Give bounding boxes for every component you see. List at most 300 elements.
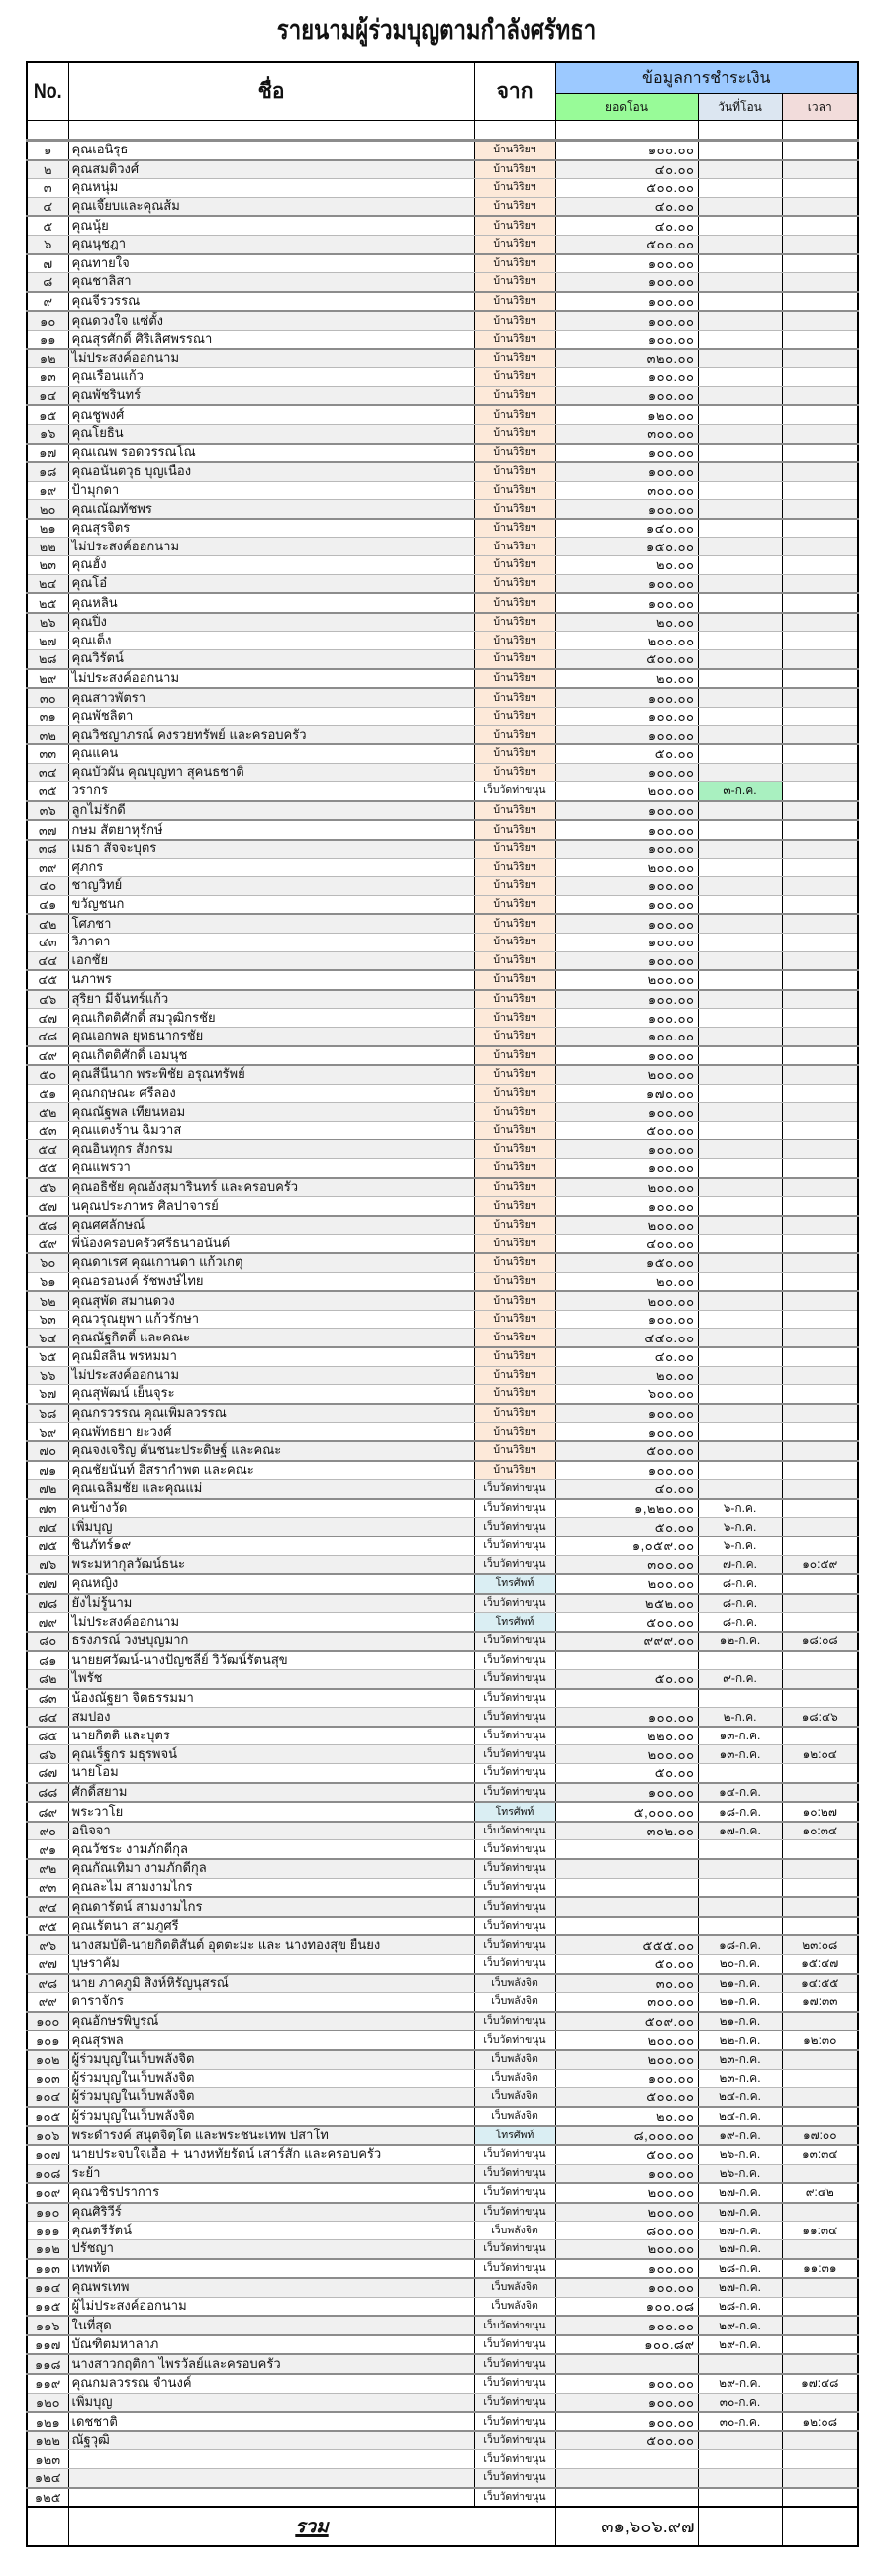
date-cell <box>698 1121 782 1139</box>
no-cell: ๑๐๓ <box>27 2069 68 2088</box>
no-cell: ๒๙ <box>27 669 68 689</box>
name-cell: อนิจจา <box>68 1822 474 1840</box>
date-cell <box>698 2450 782 2469</box>
amount-cell: ๑๐๐.๐๐ <box>555 330 698 348</box>
amount-cell: ๑๐๐.๐๐ <box>555 574 698 593</box>
time-cell <box>782 2012 858 2031</box>
name-cell: คุณปิ๋ง <box>68 613 474 632</box>
time-cell <box>782 1139 858 1158</box>
source-cell: บ้านวิริยฯ <box>474 197 555 216</box>
date-cell <box>698 951 782 970</box>
date-cell: ๒๖-ก.ค. <box>698 2164 782 2183</box>
amount-cell: ๑๗๐.๐๐ <box>555 1084 698 1103</box>
source-cell: เว็บวัดท่าขนุน <box>474 1822 555 1840</box>
name-cell: คุณสมติวงศ์ <box>68 160 474 179</box>
source-cell: เว็บวัดท่าขนุน <box>474 1783 555 1803</box>
table-row <box>27 386 858 405</box>
table-row <box>27 1084 858 1103</box>
date-cell: ๒๘-ก.ค. <box>698 2297 782 2316</box>
date-cell: ๑๓-ก.ค. <box>698 1745 782 1764</box>
time-cell <box>782 1291 858 1310</box>
no-cell: ๑๐๑ <box>27 2031 68 2050</box>
name-cell: ไม่ประสงค์ออกนาม <box>68 349 474 368</box>
amount-cell: ๔๐.๐๐ <box>555 197 698 216</box>
time-cell <box>782 462 858 481</box>
amount-cell: ๕๐๐.๐๐ <box>555 235 698 253</box>
time-cell: ๑๔:๕๕ <box>782 1974 858 1993</box>
time-cell <box>782 1727 858 1745</box>
date-cell <box>698 840 782 858</box>
date-cell <box>698 424 782 443</box>
source-cell: บ้านวิริยฯ <box>474 1423 555 1441</box>
date-cell <box>698 801 782 821</box>
table-row <box>27 801 858 821</box>
table-row <box>27 858 858 877</box>
time-cell <box>782 1159 858 1178</box>
source-cell: เว็บวัดท่าขนุน <box>474 1536 555 1555</box>
time-cell <box>782 2431 858 2450</box>
amount-cell: ๑๕๐.๐๐ <box>555 1253 698 1272</box>
time-cell: ๑๗:๐๐ <box>782 2126 858 2145</box>
table-row <box>27 933 858 951</box>
no-cell: ๒ <box>27 160 68 179</box>
source-cell: เว็บวัดท่าขนุน <box>474 1878 555 1897</box>
name-cell: คุณเรัตนา สามภูศรี <box>68 1917 474 1936</box>
source-cell: เว็บพลังจิต <box>474 2107 555 2127</box>
date-cell <box>698 632 782 650</box>
date-cell <box>698 726 782 744</box>
source-cell: เว็บวัดท่าขนุน <box>474 1935 555 1954</box>
table-row <box>27 1310 858 1329</box>
source-cell: บ้านวิริยฯ <box>474 1065 555 1084</box>
no-cell: ๓๓ <box>27 744 68 763</box>
source-cell: บ้านวิริยฯ <box>474 424 555 443</box>
time-cell <box>782 1613 858 1632</box>
amount-cell: ๒๐๐.๐๐ <box>555 2239 698 2258</box>
name-cell: คุณวรุณยุพา แก้วรักษา <box>68 1310 474 1329</box>
amount-cell: ๒๐.๐๐ <box>555 556 698 575</box>
no-cell: ๖๓ <box>27 1310 68 1329</box>
name-cell: ศุภกร <box>68 858 474 877</box>
header-amount: ยอดโอน <box>555 94 698 121</box>
no-cell: ๒๐ <box>27 500 68 519</box>
name-cell: บุษราคัม <box>68 1955 474 1974</box>
name-cell: คุณดารัตน์ สามงามไกร <box>68 1897 474 1917</box>
source-cell: บ้านวิริยฯ <box>474 763 555 782</box>
no-cell: ๑๖ <box>27 424 68 443</box>
name-cell: นายโอม <box>68 1764 474 1783</box>
table-row <box>27 1613 858 1632</box>
name-cell: คุณละไม สามงามไกร <box>68 1878 474 1897</box>
no-cell: ๖๘ <box>27 1404 68 1423</box>
time-cell <box>782 519 858 538</box>
name-cell: คุณดวงใจ แซ่ตั้ง <box>68 311 474 330</box>
date-cell <box>698 405 782 424</box>
amount-cell: ๑๐๐.๐๐ <box>555 1423 698 1441</box>
time-cell <box>782 1480 858 1499</box>
date-cell: ๒๓-ก.ค. <box>698 2050 782 2069</box>
time-cell <box>782 1518 858 1536</box>
name-cell: คุณณัฐพล เทียนหอม <box>68 1103 474 1122</box>
amount-cell: ๒๐๐.๐๐ <box>555 2031 698 2050</box>
date-cell <box>698 556 782 575</box>
time-cell <box>782 1764 858 1783</box>
source-cell: เว็บวัดท่าขนุน <box>474 2393 555 2412</box>
no-cell: ๓๐ <box>27 688 68 707</box>
header-time: เวลา <box>782 94 858 121</box>
time-cell <box>782 556 858 575</box>
no-cell: ๙๘ <box>27 1974 68 1993</box>
time-cell <box>782 1897 858 1917</box>
amount-cell: ๕๐.๐๐ <box>555 744 698 763</box>
no-cell: ๗๗ <box>27 1574 68 1594</box>
date-cell <box>698 1009 782 1028</box>
table-row <box>27 2374 858 2393</box>
name-cell: นายกิตติ และบุตร <box>68 1727 474 1745</box>
time-cell <box>782 2107 858 2127</box>
time-cell <box>782 1329 858 1347</box>
amount-cell <box>555 2469 698 2488</box>
source-cell: บ้านวิริยฯ <box>474 1310 555 1329</box>
table-row <box>27 1822 858 1840</box>
name-cell: ณัฐวุฒิ <box>68 2431 474 2450</box>
name-cell: โศภชา <box>68 914 474 933</box>
amount-cell: ๕๐.๐๐ <box>555 1518 698 1536</box>
total-label: รวม <box>68 2507 555 2546</box>
amount-cell: ๕๐.๐๐ <box>555 1955 698 1974</box>
source-cell: เว็บวัดท่าขนุน <box>474 2412 555 2431</box>
date-cell <box>698 1084 782 1103</box>
time-cell <box>782 1878 858 1897</box>
table-row <box>27 1536 858 1555</box>
name-cell: คุณสุพัฒน์ เย็นจุระ <box>68 1385 474 1404</box>
no-cell: ๒๘ <box>27 650 68 669</box>
table-row <box>27 2278 858 2297</box>
date-cell <box>698 1216 782 1235</box>
header-name: ชื่อ <box>68 62 474 121</box>
date-cell <box>698 1272 782 1291</box>
name-cell: พี่น้องครอบครัวศรีธนาอนันต์ <box>68 1235 474 1253</box>
time-cell <box>782 2069 858 2088</box>
no-cell: ๖๕ <box>27 1347 68 1366</box>
source-cell: เว็บวัดท่าขนุน <box>474 2203 555 2222</box>
date-cell: ๖-ก.ค. <box>698 1518 782 1536</box>
table-row <box>27 2469 858 2488</box>
no-cell: ๑๐๕ <box>27 2107 68 2127</box>
amount-cell <box>555 1859 698 1878</box>
source-cell: เว็บวัดท่าขนุน <box>474 1764 555 1783</box>
name-cell: พระดำรงค์ สนุตจิตฺโต และพระชนะเทพ ปสาโท <box>68 2126 474 2145</box>
source-cell: บ้านวิริยฯ <box>474 1291 555 1310</box>
date-cell: ๒๗-ก.ค. <box>698 2183 782 2203</box>
source-cell: เว็บวัดท่าขนุน <box>474 2239 555 2258</box>
amount-cell <box>555 1878 698 1897</box>
time-cell <box>782 914 858 933</box>
time-cell <box>782 801 858 821</box>
source-cell: บ้านวิริยฯ <box>474 820 555 840</box>
date-cell <box>698 1859 782 1878</box>
name-cell: สุริยา มีจันทร์แก้ว <box>68 990 474 1009</box>
table-row <box>27 500 858 519</box>
source-cell: บ้านวิริยฯ <box>474 650 555 669</box>
table-row <box>27 2069 858 2088</box>
no-cell: ๘๖ <box>27 1745 68 1764</box>
table-row <box>27 2031 858 2050</box>
name-cell: คุณศศลักษณ์ <box>68 1216 474 1235</box>
table-row <box>27 1197 858 1216</box>
table-row <box>27 216 858 235</box>
date-cell: ๒๗-ก.ค. <box>698 2203 782 2222</box>
date-cell: ๑๔-ก.ค. <box>698 1783 782 1803</box>
time-cell: ๑๑:๓๑ <box>782 2259 858 2279</box>
date-cell: ๓๐-ก.ค. <box>698 2393 782 2412</box>
source-cell: บ้านวิริยฯ <box>474 216 555 235</box>
time-cell <box>782 1783 858 1803</box>
date-cell: ๗-ก.ค. <box>698 1555 782 1574</box>
no-cell: ๑๒๔ <box>27 2469 68 2488</box>
time-cell <box>782 538 858 556</box>
no-cell: ๔๙ <box>27 1046 68 1066</box>
date-cell <box>698 141 782 160</box>
time-cell: ๙:๔๒ <box>782 2183 858 2203</box>
source-cell: บ้านวิริยฯ <box>474 914 555 933</box>
time-cell <box>782 424 858 443</box>
amount-cell: ๑๐๐.๐๐ <box>555 1139 698 1158</box>
source-cell: บ้านวิริยฯ <box>474 744 555 763</box>
no-cell: ๙๖ <box>27 1935 68 1954</box>
table-row <box>27 462 858 481</box>
date-cell: ๒๙-ก.ค. <box>698 2335 782 2355</box>
amount-cell: ๑๐๐.๐๐ <box>555 1310 698 1329</box>
name-cell: นคุณประภาทร ศิลปาจารย์ <box>68 1197 474 1216</box>
date-cell <box>698 273 782 292</box>
date-cell <box>698 311 782 330</box>
no-cell: ๗ <box>27 254 68 273</box>
amount-cell: ๑๐๐.๐๐ <box>555 895 698 914</box>
time-cell <box>782 840 858 858</box>
date-cell: ๒๐-ก.ค. <box>698 1955 782 1974</box>
time-cell <box>782 1065 858 1084</box>
date-cell: ๒๑-ก.ค. <box>698 2012 782 2031</box>
no-cell: ๑๑๘ <box>27 2354 68 2374</box>
no-cell: ๙๗ <box>27 1955 68 1974</box>
time-cell <box>782 273 858 292</box>
source-cell: บ้านวิริยฯ <box>474 1159 555 1178</box>
time-cell <box>782 688 858 707</box>
amount-cell: ๓๐.๐๐ <box>555 1974 698 1993</box>
no-cell: ๔๘ <box>27 1027 68 1045</box>
date-cell <box>698 2488 782 2508</box>
no-cell: ๓๔ <box>27 763 68 782</box>
table-row <box>27 1046 858 1066</box>
time-cell <box>782 858 858 877</box>
source-cell: เว็บวัดท่าขนุน <box>474 2164 555 2183</box>
name-cell: นาย ภาคภูมิ สิงห์หิรัญนุสรณ์ <box>68 1974 474 1993</box>
time-cell <box>782 574 858 593</box>
table-row <box>27 951 858 970</box>
table-row <box>27 877 858 896</box>
source-cell: บ้านวิริยฯ <box>474 1253 555 1272</box>
amount-cell: ๕๐๐.๐๐ <box>555 2088 698 2107</box>
date-cell <box>698 1366 782 1385</box>
donor-table <box>26 61 859 2547</box>
no-cell: ๑๕ <box>27 405 68 424</box>
time-cell <box>782 2488 858 2508</box>
source-cell: เว็บวัดท่าขนุน <box>474 1897 555 1917</box>
name-cell: คุณกัณเทิมา งามภักดีกุล <box>68 1859 474 1878</box>
time-cell <box>782 2203 858 2222</box>
table-row <box>27 990 858 1009</box>
no-cell: ๘๒ <box>27 1670 68 1689</box>
table-row <box>27 1594 858 1613</box>
table-row <box>27 2012 858 2031</box>
source-cell: บ้านวิริยฯ <box>474 1404 555 1423</box>
source-cell: เว็บวัดท่าขนุน <box>474 1518 555 1536</box>
date-cell <box>698 688 782 707</box>
amount-cell: ๔๐.๐๐ <box>555 1347 698 1366</box>
name-cell: คุณเกิตติศักดิ์ สมวุฒิกรชัย <box>68 1009 474 1028</box>
amount-cell <box>555 1897 698 1917</box>
date-cell: ๒๙-ก.ค. <box>698 2374 782 2393</box>
date-cell <box>698 1480 782 1499</box>
source-cell: บ้านวิริยฯ <box>474 840 555 858</box>
amount-cell: ๑๐๐.๐๐ <box>555 141 698 160</box>
source-cell: เว็บวัดท่าขนุน <box>474 782 555 801</box>
amount-cell: ๑๐๐.๐๐ <box>555 500 698 519</box>
amount-cell: ๖๐๐.๐๐ <box>555 1385 698 1404</box>
no-cell: ๕๗ <box>27 1197 68 1216</box>
no-cell: ๖๙ <box>27 1423 68 1441</box>
name-cell: ไม่ประสงค์ออกนาม <box>68 538 474 556</box>
no-cell: ๑ <box>27 141 68 160</box>
amount-cell <box>555 1840 698 1859</box>
name-cell: คุณชาลิสา <box>68 273 474 292</box>
date-cell: ๑๒-ก.ค. <box>698 1632 782 1651</box>
table-body <box>27 121 858 2508</box>
source-cell: เว็บวัดท่าขนุน <box>474 1745 555 1764</box>
table-row <box>27 179 858 198</box>
no-cell: ๓๕ <box>27 782 68 801</box>
date-cell <box>698 895 782 914</box>
name-cell: คุณเจี๊ยบและคุณส้ม <box>68 197 474 216</box>
time-cell <box>782 1009 858 1028</box>
source-cell: บ้านวิริยฯ <box>474 613 555 632</box>
source-cell: บ้านวิริยฯ <box>474 688 555 707</box>
time-cell <box>782 1536 858 1555</box>
source-cell: เว็บวัดท่าขนุน <box>474 2488 555 2508</box>
date-cell <box>698 707 782 726</box>
date-cell: ๑๙-ก.ค. <box>698 2126 782 2145</box>
spacer-cell <box>555 121 698 141</box>
source-cell: เว็บวัดท่าขนุน <box>474 1670 555 1689</box>
time-cell <box>782 2164 858 2183</box>
name-cell: ลูกไม่รักดี <box>68 801 474 821</box>
date-cell <box>698 1291 782 1310</box>
date-cell <box>698 1329 782 1347</box>
no-cell: ๑๑ <box>27 330 68 348</box>
name-cell: คุณกมลวรรณ จำนงค์ <box>68 2374 474 2393</box>
name-cell: คุณศิริวีร์ <box>68 2203 474 2222</box>
source-cell: บ้านวิริยฯ <box>474 141 555 160</box>
amount-cell: ๕,๐๐๐.๐๐ <box>555 1802 698 1822</box>
source-cell: เว็บพลังจิต <box>474 2069 555 2088</box>
date-cell <box>698 1178 782 1197</box>
table-row <box>27 1253 858 1272</box>
name-cell: คุณสาวพัตรา <box>68 688 474 707</box>
source-cell: บ้านวิริยฯ <box>474 368 555 387</box>
time-cell: ๑๒:๐๔ <box>782 1745 858 1764</box>
date-cell <box>698 744 782 763</box>
name-cell: เดชชาติ <box>68 2412 474 2431</box>
source-cell: เว็บวัดท่าขนุน <box>474 1651 555 1670</box>
name-cell: คุณหลิน <box>68 593 474 613</box>
no-cell: ๑๑๒ <box>27 2239 68 2258</box>
table-row <box>27 1783 858 1803</box>
source-cell: บ้านวิริยฯ <box>474 1046 555 1066</box>
time-cell: ๑๐:๒๗ <box>782 1802 858 1822</box>
time-cell <box>782 1046 858 1066</box>
time-cell <box>782 726 858 744</box>
header-from: จาก <box>474 62 555 121</box>
header-payment-info: ข้อมูลการชำระเงิน <box>555 62 858 94</box>
total-amount: ๓๑,๖๐๖.๙๗ <box>555 2507 698 2546</box>
table-row <box>27 2239 858 2258</box>
table-row <box>27 2431 858 2450</box>
date-cell: ๘-ก.ค. <box>698 1613 782 1632</box>
no-cell: ๑๑๖ <box>27 2316 68 2335</box>
date-cell: ๒๑-ก.ค. <box>698 1974 782 1993</box>
time-cell <box>782 593 858 613</box>
name-cell: คุณนุ้ย <box>68 216 474 235</box>
source-cell: บ้านวิริยฯ <box>474 801 555 821</box>
table-row <box>27 1670 858 1689</box>
no-cell: ๗๙ <box>27 1613 68 1632</box>
amount-cell: ๕๐๐.๐๐ <box>555 2145 698 2164</box>
source-cell: บ้านวิริยฯ <box>474 1197 555 1216</box>
no-cell: ๓๒ <box>27 726 68 744</box>
source-cell: บ้านวิริยฯ <box>474 1461 555 1480</box>
table-row <box>27 311 858 330</box>
amount-cell: ๑๐๐.๐๐ <box>555 951 698 970</box>
amount-cell: ๕๐๐.๐๐ <box>555 179 698 198</box>
time-cell <box>782 1216 858 1235</box>
name-cell: คุณณัฐกิตติ์ และคณะ <box>68 1329 474 1347</box>
table-row <box>27 273 858 292</box>
date-cell <box>698 2469 782 2488</box>
amount-cell: ๒๐๐.๐๐ <box>555 2050 698 2069</box>
amount-cell <box>555 2450 698 2469</box>
date-cell <box>698 970 782 990</box>
date-cell: ๖-ก.ค. <box>698 1536 782 1555</box>
source-cell: โทรศัพท์ <box>474 1613 555 1632</box>
time-cell <box>782 160 858 179</box>
time-cell <box>782 2239 858 2258</box>
no-cell: ๑๔ <box>27 386 68 405</box>
time-cell <box>782 1689 858 1708</box>
table-row <box>27 1329 858 1347</box>
table-row <box>27 538 858 556</box>
amount-cell: ๑๐๐.๐๐ <box>555 2393 698 2412</box>
amount-cell: ๑๐๐.๐๐ <box>555 1708 698 1727</box>
amount-cell: ๑๐๐.๐๐ <box>555 1103 698 1122</box>
no-cell: ๘ <box>27 273 68 292</box>
no-cell: ๗๒ <box>27 1480 68 1499</box>
source-cell: บ้านวิริยฯ <box>474 405 555 424</box>
amount-cell: ๑๐๐.๘๙ <box>555 2335 698 2355</box>
date-cell <box>698 1461 782 1480</box>
source-cell: เว็บพลังจิต <box>474 2278 555 2297</box>
name-cell: คุณวชิรปราการ <box>68 2183 474 2203</box>
